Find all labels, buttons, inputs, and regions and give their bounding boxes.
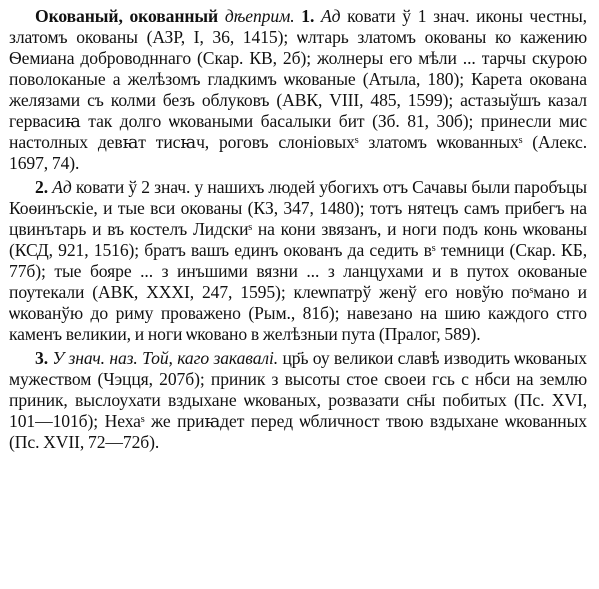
headword: Окованый, окованный <box>35 6 219 26</box>
sense-2-paragraph <box>9 177 587 345</box>
sense-1-number: 1. <box>301 6 315 26</box>
sense-3-paragraph <box>9 348 587 453</box>
sense-1-paragraph <box>9 6 587 174</box>
sense-3-text: цр҃ь оу великои славѣ изводить ѡкованых мужеством (Чэцця, 207б); приник з высоты стое своеи гсь с нбси на землю приник, выслоухати вздыхане ѡкованых, розвазати сн҃ы побитых (Пс. XVI, 101—101б); Нехаˢ же приꙗдет перед ѡбличност твою вздыхане ѡкованных (Пс. XVII, 72—72б). <box>9 348 587 452</box>
sense-3-label: У знач. наз. Той, каго закавалі. <box>52 348 279 368</box>
sense-1-label: Ад <box>320 6 341 26</box>
part-of-speech: дѣеприм. <box>224 6 295 26</box>
sense-2-number: 2. <box>35 177 48 197</box>
sense-2-label: Ад <box>52 177 72 197</box>
sense-2-text: ковати ў 2 знач. у нашихъ людей убогихъ отъ Сачавы были паробъцы Коѳинъскіе, и тые вси окованы (КЗ, 347, 1480); тотъ нятецъ самъ прибегъ на цвинътарь и въ костелъ Лидскиˢ на кони звязанъ, и ноги подъ конь ѡкованы (КСД, 921, 1516); братъ вашъ единъ окованъ да седить вˢ темници (Скар. КБ, 77б); тые бояре ... з инъшими вязни ... з ланцухами и в путох окованые поутекали (АВК, XXXI, 247, 1595); клеѡпатрў женў его новўю поˢмано и ѡкованўю до риму проважено (Рым., 81б); навезано на шию каждого стго каменъ великии, и ноги ѡковано в желѣзныи пута (Пралог, 589). <box>9 177 587 344</box>
sense-3-number: 3. <box>35 348 48 368</box>
sense-1-text: ковати ў 1 знач. иконы честны, златомъ окованы (АЗР, I, 36, 1415); ѡлтарь златомъ окованы ко кажению Ѳемиана доброводннаго (Скар. КВ, 2б); жолнеры его мѣли ... тарчы скурою поволоканые а желѣзомъ гладкимъ ѡкованые (Атыла, 180); Карета окована желязами съ колми безъ облуковъ (АВК, VIII, 485, 1599); астазыўшъ казал гервасиꙗ так долго ѡковаными басалыки бит (Зб. 81, 30б); принесли мис настолных девꙗт тисꙗч, роговъ слоніовыхˢ златомъ ѡкованныхˢ (Алекс. 1697, 74). <box>9 6 587 173</box>
